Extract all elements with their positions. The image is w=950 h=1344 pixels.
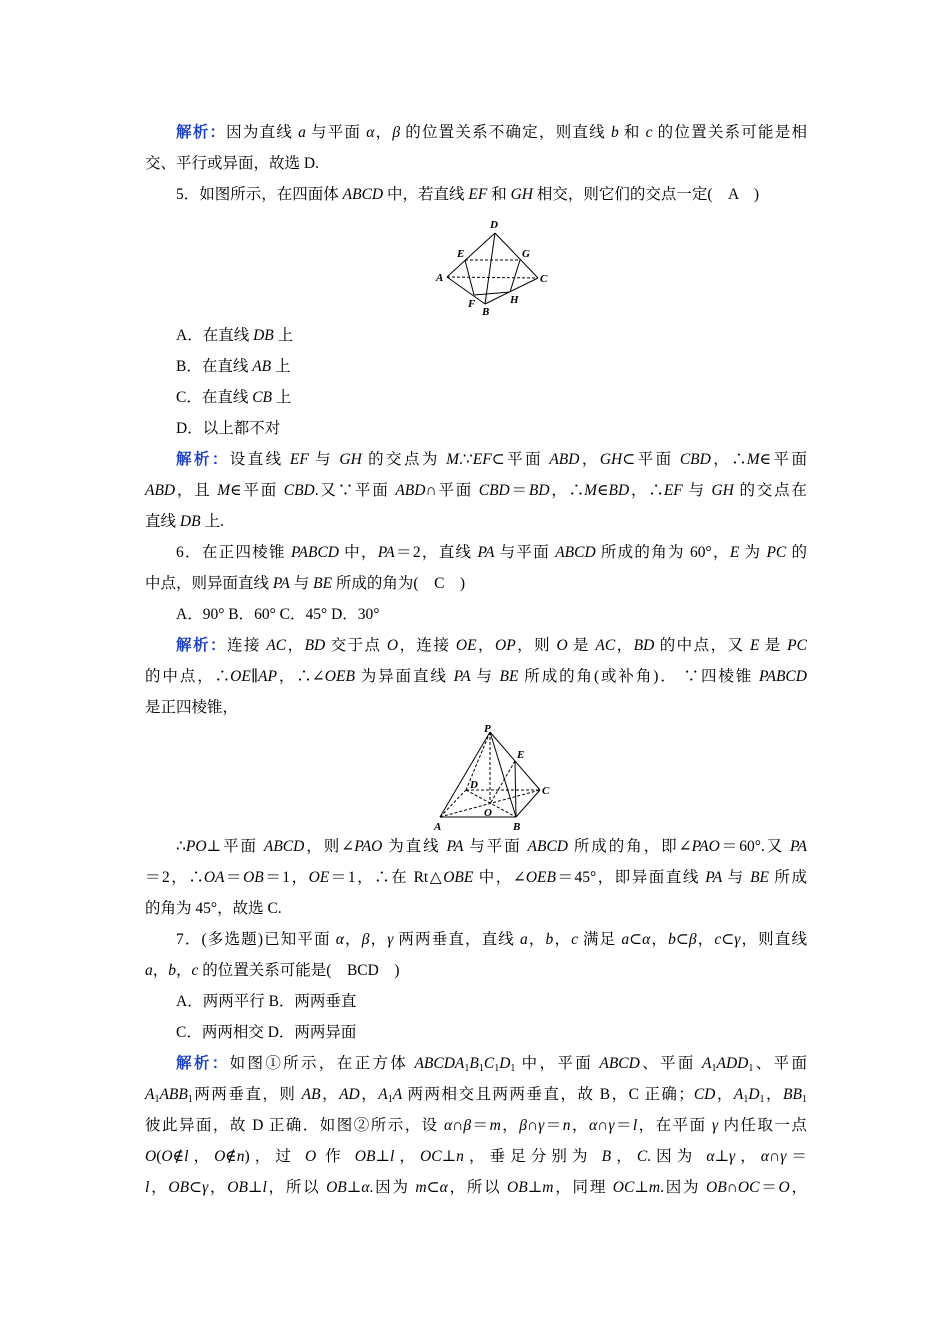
label-C: C [540,273,548,285]
q6-analysis-line-3: 是正四棱锥， [145,699,239,716]
analysis-prev-line-1 [176,123,807,143]
label-D: D [490,219,498,231]
q5-option-d: D．以上都不对 [176,420,281,437]
q7-analysis-line-3: 彼此异面，故 D 正确．如图②所示，设 α∩β＝m，β∩γ＝n，α∩γ＝l，在平面 γ 内任取一点 [145,1117,807,1134]
label-B: B [513,821,521,833]
label-A: A [434,821,442,833]
q5-analysis-line-1: 解析：设直线 EF 与 GH 的交点为 M.∵EF⊂平面 ABD，GH⊂平面 CBD，∴M∈平面 [176,451,807,468]
q6-options: A．90° B．60° C．45° D．30° [176,606,380,623]
q7-options-2: C．两两相交 D．两两异面 [176,1024,357,1041]
label-C: C [542,785,550,797]
q7-options-1: A．两两平行 B．两两垂直 [176,993,357,1010]
q5-option-b: B．在直线 AB 上 [176,358,291,375]
label-F: F [468,298,476,310]
q6-analysis-line-2: 的中点，∴OE∥AP，∴∠OEB 为异面直线 PA 与 BE 所成的角(或补角)． ∵四棱锥 PABCD [145,668,807,685]
q5-option-a: A．在直线 DB 上 [176,327,294,344]
q6-after-line-2: ＝2，∴OA＝OB＝1，OE＝1，∴在 Rt△OBE 中，∠OEB＝45°，即异面直线 PA 与 BE 所成 [145,869,807,886]
label-A: A [436,272,444,284]
pyramid-figure [428,722,558,834]
q5-analysis-line-3: 直线 DB 上. [145,513,224,530]
q5-option-c: C．在直线 CB 上 [176,389,292,406]
label-B: B [482,306,490,318]
q7-analysis-line-1: 解析：如图①所示，在正方体 $ABCDA_1B_1C_1D_1$ 中，平面 ABCD、平面 $A_1ADD_1$、平面 [176,1055,807,1074]
label-O: O [484,807,492,819]
q7-stem-line-2: a，b，c 的位置关系可能是( BCD ) [145,962,400,979]
q7-analysis-line-2: $A_1ABB_1$两两垂直，则 AB，AD，$A_1A$ 两两相交且两两垂直，故 B，C 正确；CD，$A_1D_1$，$BB_1$ [145,1086,807,1105]
label-D: D [470,779,478,791]
q7-analysis-line-4: O(O∉l，O∉n)，过 O 作 OB⊥l，OC⊥n，垂足分别为 B，C.因为 α⊥γ，α∩γ＝ [145,1148,807,1165]
q7-analysis-line-5: l，OB⊂γ，OB⊥l，所以 OB⊥α.因为 m⊂α，所以 OB⊥m，同理 OC⊥m.因为 OB∩OC＝O， [145,1179,807,1196]
label-P: P [484,723,491,735]
q6-stem-line-1: 6．在正四棱锥 PABCD 中，PA＝2，直线 PA 与平面 ABCD 所成的角为 60°，E 为 PC 的 [176,544,807,561]
label-H: H [510,294,519,306]
label-E: E [517,749,525,761]
analysis-prev-line-2: 交、平行或异面，故选 D. [145,155,319,172]
q6-after-line-3: 的角为 45°，故选 C. [145,900,282,917]
q7-stem-line-1: 7．(多选题)已知平面 α，β，γ 两两垂直，直线 a，b，c 满足 a⊂α，b⊂β，c⊂γ，则直线 [176,931,807,948]
q6-stem-line-2: 中点，则异面直线 PA 与 BE 所成的角为( C ) [145,575,466,592]
analysis-label: 解析： [176,124,227,141]
analysis-text: 因为直线 a 与平面 α，β 的位置关系不确定，则直线 b 和 c 的位置关系可能是相 [226,124,807,141]
analysis-label: 解析： [176,451,230,468]
tetrahedron-figure [430,214,555,318]
analysis-label: 解析： [176,637,227,654]
q6-analysis-line-1: 解析：连接 AC，BD 交于点 O，连接 OE，OP，则 O 是 AC，BD 的中点，又 E 是 PC [176,637,807,654]
label-G: G [522,248,530,260]
label-E: E [457,248,465,260]
q5-analysis-line-2: ABD，且 M∈平面 CBD.又∵平面 ABD∩平面 CBD＝BD，∴M∈BD，∴EF 与 GH 的交点在 [145,482,807,499]
analysis-label: 解析： [176,1055,230,1072]
q5-stem: 5．如图所示，在四面体 ABCD 中，若直线 EF 和 GH 相交，则它们的交点一定( A ) [176,186,760,203]
q6-after-line-1: ∴PO⊥平面 ABCD，则∠PAO 为直线 PA 与平面 ABCD 所成的角，即∠PAO＝60°.又 PA [176,838,807,855]
